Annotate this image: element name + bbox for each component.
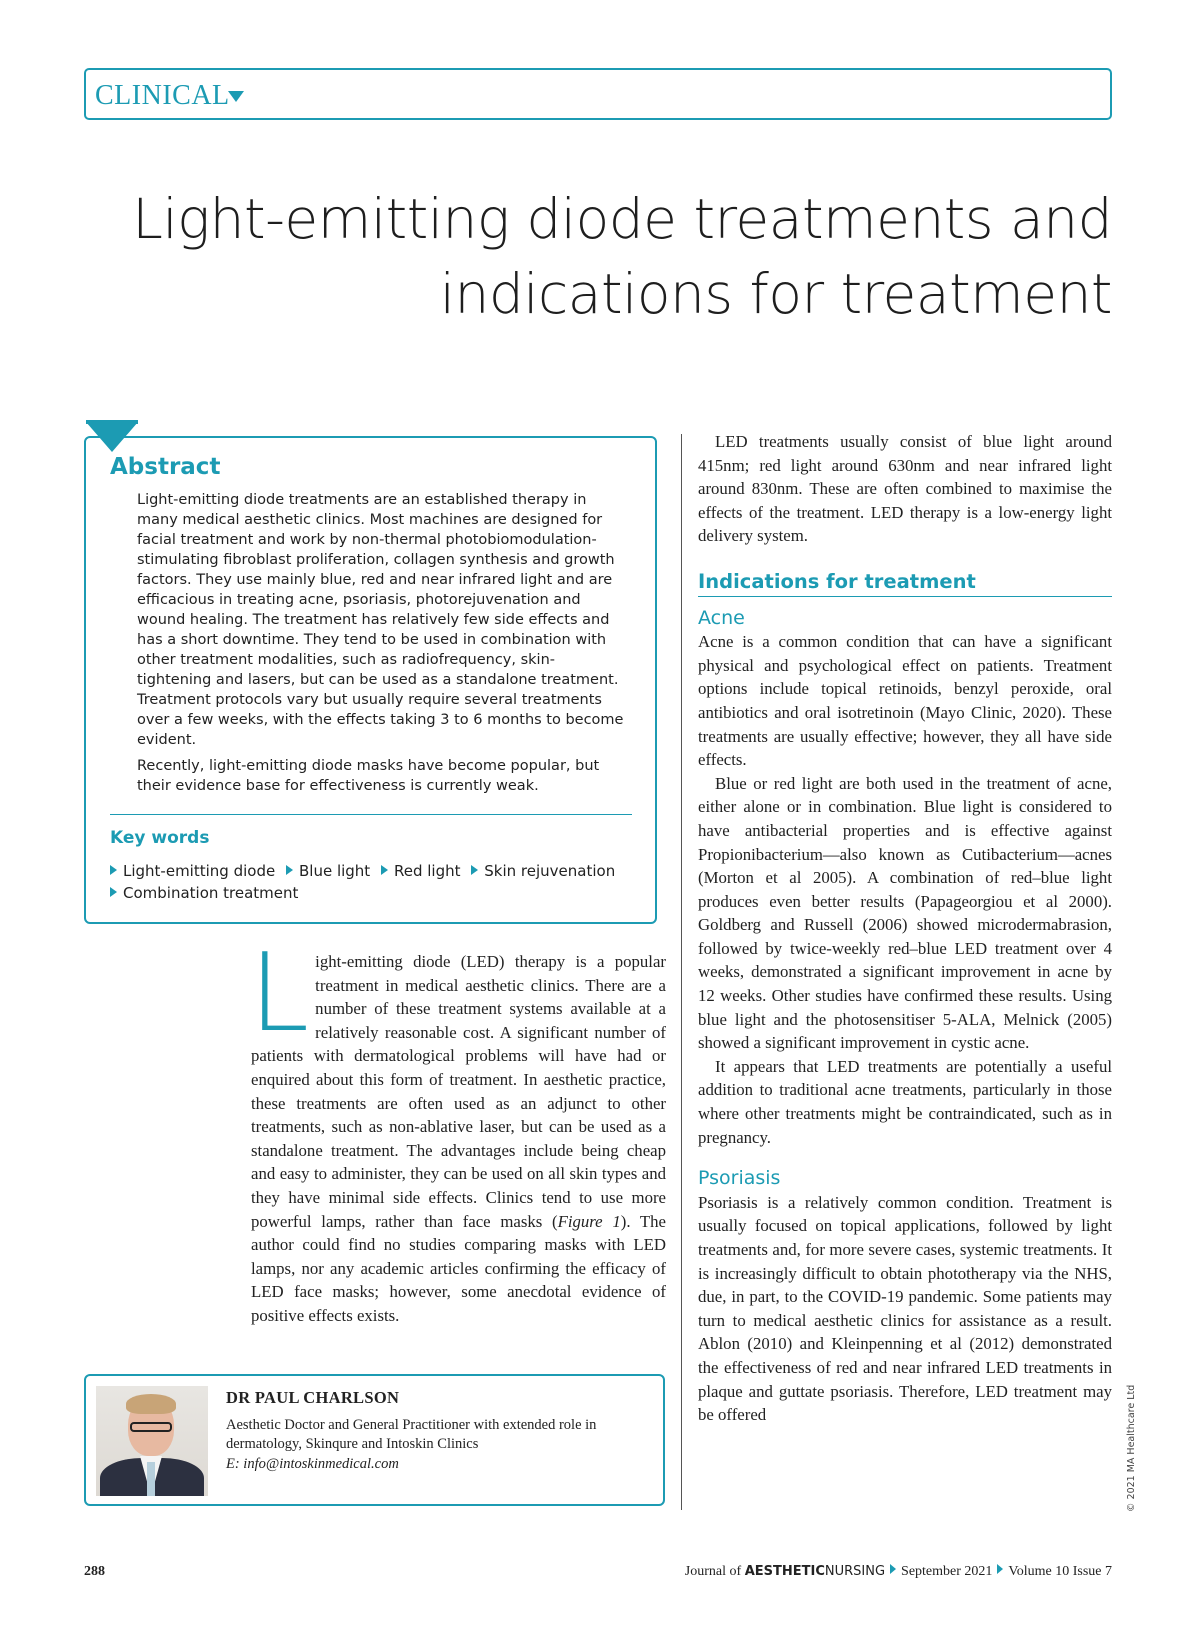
- keyword-text: Blue light: [298, 862, 371, 880]
- journal-footer: [685, 1564, 1112, 1580]
- journal-brand: AESTHETIC: [744, 1564, 825, 1579]
- intro-text: ight-emitting diode (LED) therapy is a popular treatment in medical aesthetic clinics. There are a number of these treatment systems available at a relatively reasonable cost. A significant number of patients with dermatological problems will have had or enquired about this form of treatment. In aesthetic practice, these treatments are often used as an adjunct to other treatments, such as non-ablative laser, but can be used as a standalone treatment. The advantages include being cheap and easy to administer, they can be used on all skin types and they have minimal side effects. Clinics tend to use more powerful lamps, rather than face masks (: [251, 952, 666, 1231]
- figure-reference: Figure 1: [557, 1211, 621, 1231]
- issue-date: September 2021: [901, 1564, 993, 1579]
- triangle-right-icon: [286, 865, 293, 875]
- keyword-item: [381, 862, 461, 880]
- keyword-item: [286, 862, 370, 880]
- intro-column: [249, 931, 667, 1328]
- photo-glasses: [130, 1422, 172, 1432]
- section-header-bar: [84, 68, 1112, 120]
- triangle-right-icon: [997, 1564, 1003, 1574]
- photo-tie: [147, 1462, 155, 1496]
- keywords-heading: Key words: [110, 828, 210, 848]
- abstract-box: [84, 436, 657, 924]
- triangle-right-icon: [381, 865, 388, 875]
- article-title-line-1: Light-emitting diode treatments and: [132, 187, 1112, 251]
- intro-text-end: ). The author could find no studies comparing masks with LED lamps, nor any academic articles confirming the efficacy of LED face masks; however, some anecdotal evidence of positive effects exists.: [251, 1211, 667, 1325]
- acne-heading: Acne: [698, 606, 745, 629]
- abstract-paragraph: Light-emitting diode treatments are an established therapy in many medical aesthetic clinics. Most machines are designed for facial treatment and work by non-thermal photobiomodulation-stimulating fibroblast proliferation, collagen synthesis and growth factors. They use mainly blue, red and near infrared light and are efficacious in treating acne, psoriasis, photorejuvenation and wound healing. The treatment has relatively few side effects and has a short downtime. They tend to be used in combination with other treatment modalities, such as radiofrequency, skin-tightening and lasers, but can be used as a standalone treatment. Treatment protocols vary but usually require several treatments over a few weeks, with the effects taking 3 to 6 months to become evident.: [137, 492, 624, 748]
- journal-prefix: Journal of: [684, 1564, 742, 1579]
- abstract-text: [137, 490, 627, 802]
- keyword-text: Red light: [393, 862, 461, 880]
- keyword-text: Light-emitting diode: [123, 862, 276, 880]
- author-email[interactable]: E: info@intoskinmedical.com: [226, 1456, 399, 1472]
- keyword-item: [110, 884, 298, 902]
- author-name: DR PAUL CHARLSON: [226, 1388, 400, 1407]
- dropcap: L: [249, 931, 310, 1056]
- column-divider: [681, 434, 682, 1510]
- triangle-right-icon: [110, 887, 117, 897]
- intro-paragraph: [249, 931, 667, 1328]
- psoriasis-paragraph: Psoriasis is a relatively common condition. Treatment is usually focused on topical applications, followed by light treatments and, for more severe cases, systemic treatments. It is increasingly difficult to obtain phototherapy via the NHS, due, in part, to the COVID-19 pandemic. Some patients may turn to medical aesthetic clinics for assistance as a result. Ablon (2010) and Kleinpenning et al (2012) demonstrated the effectiveness of red and near infrared LED treatments in plaque and guttate psoriasis. Therefore, LED treatment may be offered: [698, 1192, 1112, 1425]
- section-label: CLINICAL: [95, 80, 230, 111]
- psoriasis-heading: Psoriasis: [698, 1167, 781, 1190]
- triangle-right-icon: [471, 865, 478, 875]
- acne-paragraph: Acne is a common condition that can have a significant physical and psychological effect on patients. Treatment options include topical retinoids, benzyl peroxide, oral antibiotics and oral isotretinoin (Mayo Clinic, 2020). These treatments are usually effective; however, they all have side effects.: [698, 632, 1112, 770]
- author-photo: [96, 1386, 208, 1496]
- keyword-text: Combination treatment: [123, 884, 299, 902]
- issue-volume: Volume 10 Issue 7: [1008, 1564, 1112, 1579]
- abstract-divider: [110, 814, 632, 815]
- article-title: [132, 182, 1112, 332]
- photo-hair: [126, 1394, 176, 1414]
- acne-paragraph: It appears that LED treatments are potentially a useful addition to traditional acne treatments, particularly in those where other treatments might be contraindicated, such as in pregnancy.: [698, 1056, 1112, 1147]
- keywords-list: [110, 860, 630, 904]
- keyword-item: [110, 862, 275, 880]
- keyword-item: [471, 862, 615, 880]
- right-column: [698, 430, 1112, 1427]
- acne-paragraph: Blue or red light are both used in the treatment of acne, either alone or in combination. Blue light is considered to have antibacterial properties and is effective against Propionibacterium—also known as Cutibacterium—acnes (Morton et al 2005). A combination of red–blue light produces even better results (Papageorgiou et al 2000). Goldberg and Russell (2006) showed microdermabrasion, followed by twice-weekly red–blue LED treatment over 4 weeks, demonstrated a significant improvement in acne by 12 weeks. Other studies have confirmed these results. Using blue light and the photosensitiser 5-ALA, Melnick (2005) showed a significant improvement in cystic acne.: [698, 773, 1112, 1053]
- triangle-right-icon: [110, 865, 117, 875]
- led-paragraph: LED treatments usually consist of blue light around 415nm; red light around 630nm and near infrared light around 830nm. These are often combined to maximise the effects of the treatment. LED therapy is a low-energy light delivery system.: [698, 432, 1112, 546]
- triangle-down-icon: [228, 91, 244, 102]
- abstract-paragraph: Recently, light-emitting diode masks have become popular, but their evidence base for effectiveness is currently weak.: [137, 758, 600, 794]
- copyright-notice: © 2021 MA Healthcare Ltd: [1126, 1384, 1137, 1512]
- indications-heading: Indications for treatment: [698, 570, 1112, 597]
- author-box: [84, 1374, 665, 1506]
- journal-brand-2: NURSING: [824, 1564, 886, 1579]
- keyword-text: Skin rejuvenation: [484, 862, 616, 880]
- article-title-line-2: indications for treatment: [439, 262, 1112, 326]
- page-number: 288: [84, 1564, 105, 1579]
- author-role: Aesthetic Doctor and General Practitioner with extended role in dermatology, Skinqure and Intoskin Clinics: [226, 1417, 597, 1452]
- triangle-right-icon: [890, 1564, 896, 1574]
- abstract-heading: Abstract: [110, 454, 221, 480]
